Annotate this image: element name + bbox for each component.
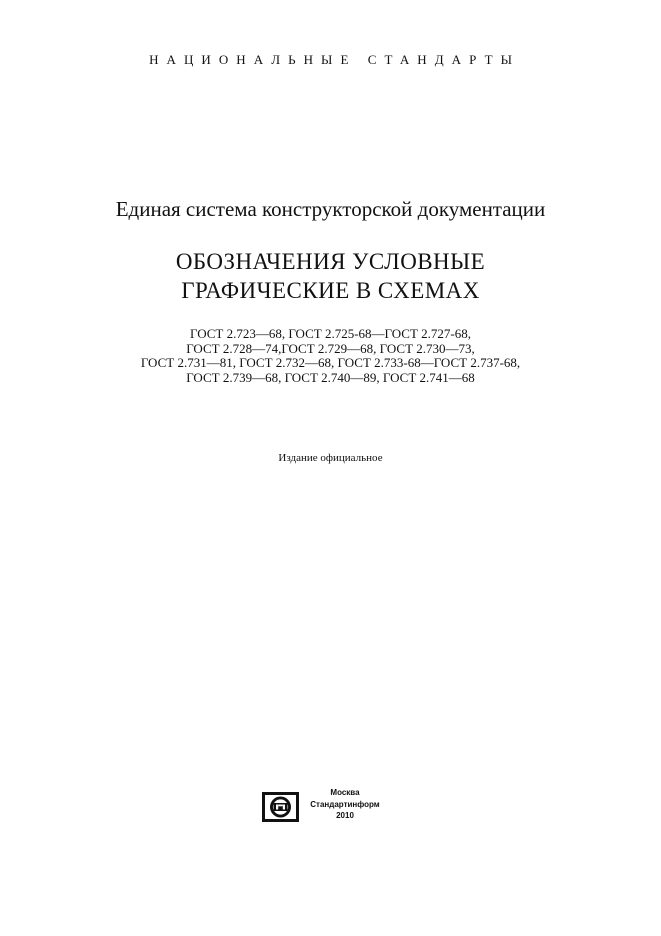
edition-note: Издание официальное	[278, 452, 383, 464]
title-line-2: ГРАФИЧЕСКИЕ В СХЕМАХ	[181, 278, 480, 303]
standards-line-2: ГОСТ 2.728—74,ГОСТ 2.729—68, ГОСТ 2.730—73,	[186, 340, 475, 356]
standards-line-4: ГОСТ 2.739—68, ГОСТ 2.740—89, ГОСТ 2.741—68	[186, 369, 475, 385]
series-heading: НАЦИОНАЛЬНЫЕ СТАНДАРТЫ	[149, 52, 520, 67]
publication-year: 2010	[336, 811, 354, 820]
standards-line-1: ГОСТ 2.723—68, ГОСТ 2.725-68—ГОСТ 2.727-68,	[190, 326, 471, 341]
publisher-city: Москва	[330, 788, 360, 797]
document-title	[0, 247, 661, 305]
publisher-name: Стандартинформ	[310, 799, 380, 809]
standartinform-logo-icon	[262, 792, 299, 822]
standards-list	[0, 327, 661, 385]
publisher-block	[300, 787, 390, 822]
system-name: Единая система конструкторской документации	[115, 197, 546, 221]
standards-line-3: ГОСТ 2.731—81, ГОСТ 2.732—68, ГОСТ 2.733-68—ГОСТ 2.737-68,	[140, 355, 521, 371]
title-line-1: ОБОЗНАЧЕНИЯ УСЛОВНЫЕ	[175, 249, 486, 274]
